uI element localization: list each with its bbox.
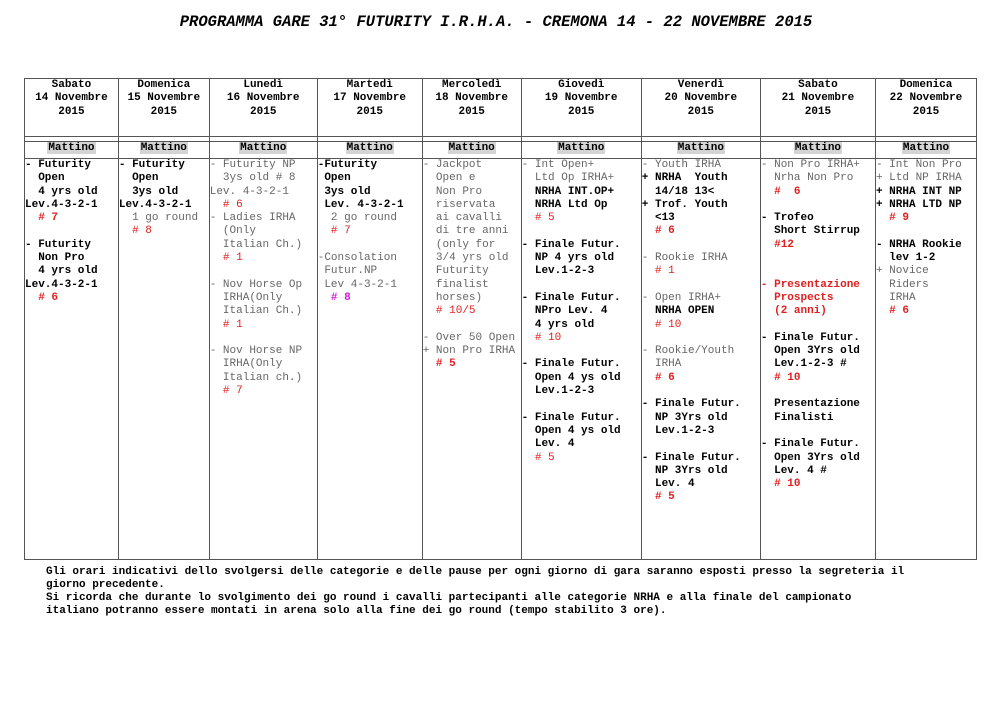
event-finale-open-4ys: - Finale Futur. Open 4 ys old Lev.1-2-3: [521, 358, 621, 398]
event-finale-open-4ys-lev4: - Finale Futur. Open 4 ys old Lev. 4: [521, 411, 621, 451]
day-header-weekday: Sabato: [798, 79, 838, 91]
event-number: # 10: [760, 371, 801, 384]
time-slot: [118, 142, 209, 159]
event-futurity-nonpro-4yrs: - Futurity Non Pro 4 yrs old Lev.4-3-2-1: [25, 238, 98, 291]
day-header: [209, 79, 317, 137]
time-slot-label: Mattino: [794, 142, 842, 154]
event-number: # 10: [760, 478, 801, 491]
day-header-date: 17 Novembre: [333, 92, 407, 105]
event-finale-np-3yrs: - Finale Futur. NP 3Yrs old Lev.1-2-3: [641, 398, 741, 437]
day-header: [875, 79, 976, 137]
event-rookie-irha: - Rookie IRHA: [641, 252, 728, 265]
day-events-tue17: [317, 159, 422, 560]
time-slot-label: Mattino: [240, 142, 287, 154]
event-number: # 1: [641, 265, 675, 278]
event-nrha-open: NRHA OPEN: [641, 305, 715, 318]
day-header: [521, 79, 641, 137]
event-number: # 5: [521, 212, 555, 225]
event-number: # 5: [521, 451, 555, 464]
day-header-date: 14 Novembre: [35, 92, 108, 105]
event-number: #12: [760, 238, 794, 251]
event-nrha-youth: + NRHA Youth 14/18 13< + Trof. Youth <13: [641, 172, 728, 225]
event-futurity-open-4yrs: - Futurity Open 4 yrs old Lev.4-3-2-1: [25, 159, 98, 211]
event-presentazione-finalisti: Presentazione Finalisti: [774, 398, 860, 424]
event-finale-open-3yrs-lev4: - Finale Futur. Open 3Yrs old Lev. 4 #: [760, 438, 860, 477]
day-header-date: 15 Novembre: [127, 92, 201, 105]
content-row: [25, 159, 977, 560]
event-finale-np-3yrs-lev4: - Finale Futur. NP 3Yrs old Lev. 4: [641, 451, 741, 491]
time-slot: [641, 142, 760, 159]
day-header-weekday: Venerdì: [677, 79, 724, 91]
day-events-sat14: [25, 159, 119, 560]
time-slot-label: Mattino: [448, 142, 495, 154]
event-number: # 5: [422, 358, 456, 371]
event-youth-irha: - Youth IRHA: [641, 159, 721, 171]
event-nrha-int-np: + NRHA INT NP + NRHA LTD NP: [875, 185, 962, 211]
event-number: # 6: [760, 185, 801, 198]
event-number: # 6: [641, 225, 675, 238]
event-number: # 1: [209, 252, 243, 265]
day-header-date: 20 Novembre: [664, 92, 738, 105]
day-events-sun15: [118, 159, 209, 560]
day-events-sun22: [875, 159, 976, 560]
event-ladies-irha: - Ladies IRHA (Only Italian Ch.): [209, 212, 303, 251]
event-finale-np-4yrs: - Finale Futur. NP 4 yrs old Lev.1-2-3: [521, 238, 621, 278]
event-number: # 6: [209, 198, 243, 211]
time-slot: [422, 142, 521, 159]
event-novice-riders: + Novice Riders IRHA: [875, 265, 929, 304]
day-header-weekday: Giovedì: [558, 79, 605, 91]
event-nov-horse-op: - Nov Horse Op IRHA(Only Italian Ch.): [209, 278, 303, 318]
time-slot-label: Mattino: [677, 142, 724, 154]
day-header-date: 22 Novembre: [889, 92, 963, 105]
time-slot-label: Mattino: [346, 142, 393, 154]
day-header-date: 19 Novembre: [544, 92, 618, 105]
event-futurity-open-3ys: - Futurity Open 3ys old Lev.4-3-2-1: [118, 159, 192, 211]
day-header: [118, 79, 209, 137]
event-presentazione-prospects: - Presentazione Prospects (2 anni): [760, 278, 860, 318]
time-slot: [209, 142, 317, 159]
day-header-year: 2015: [150, 105, 177, 118]
event-go-round: 1 go round: [118, 212, 199, 225]
page-title: PROGRAMMA GARE 31° FUTURITY I.R.H.A. - CREMONA 14 - 22 NOVEMBRE 2015: [179, 13, 813, 31]
day-events-wed18: [422, 159, 521, 560]
day-header-year: 2015: [804, 105, 832, 118]
day-header-year: 2015: [458, 105, 485, 118]
day-header-year: 2015: [58, 105, 85, 118]
event-number: # 9: [875, 212, 909, 225]
event-go-round: 2 go round: [317, 212, 397, 225]
day-header: [422, 79, 521, 137]
event-jackpot: - Jackpot Open e Non Pro riservata ai cavalli di tre anni (only for 3/4 yrs old Futurity finalist horses): [422, 159, 509, 304]
day-header-date: 21 Novembre: [781, 92, 855, 105]
day-header-row: [25, 79, 977, 137]
event-rookie-youth: - Rookie/Youth IRHA: [641, 345, 735, 371]
event-consolation-futur-np: -Consolation Futur.NP Lev 4-3-2-1: [317, 252, 397, 291]
day-header-weekday: Domenica: [137, 79, 191, 91]
schedule-table: [24, 78, 977, 560]
time-slot: [25, 142, 119, 159]
event-finale-npro-lev4: - Finale Futur. NPro Lev. 4 4 yrs old: [521, 291, 621, 331]
day-header-year: 2015: [568, 105, 595, 118]
day-events-sat21: [760, 159, 875, 560]
day-header-weekday: Domenica: [899, 79, 953, 91]
event-number: # 8: [317, 291, 351, 304]
time-slot: [317, 142, 422, 159]
event-finale-open-3yrs: - Finale Futur. Open 3Yrs old Lev.1-2-3 #: [760, 331, 860, 371]
day-header: [760, 79, 875, 137]
event-futurity-np-3ys: - Futurity NP 3ys old # 8 Lev. 4-3-2-1: [209, 159, 296, 198]
time-slot-label: Mattino: [558, 142, 605, 154]
event-number: # 10: [521, 331, 562, 344]
event-nrha-rookie: - NRHA Rookie lev 1-2: [875, 238, 962, 265]
day-events-mon16: [209, 159, 317, 560]
day-header-weekday: Sabato: [51, 79, 92, 91]
event-futurity-open-3ys: -Futurity Open 3ys old Lev. 4-3-2-1: [317, 159, 404, 211]
day-header-weekday: Mercoledì: [441, 79, 502, 91]
event-number: # 10: [641, 318, 682, 331]
day-events-fri20: [641, 159, 760, 560]
day-header-year: 2015: [687, 105, 715, 118]
event-number: # 7: [25, 212, 59, 225]
event-int-open: - Int Open+ Ltd Op IRHA+: [521, 159, 615, 185]
time-slot: [760, 142, 875, 159]
day-header-year: 2015: [250, 105, 277, 118]
time-slot-label: Mattino: [902, 142, 950, 154]
day-header-weekday: Lunedì: [243, 79, 284, 91]
event-nrha-int-op: NRHA INT.OP+ NRHA Ltd Op: [534, 185, 615, 211]
event-number: # 7: [317, 225, 351, 238]
day-header-date: 16 Novembre: [226, 92, 300, 105]
event-non-pro-irha: - Non Pro IRHA+ Nrha Non Pro: [760, 159, 860, 185]
event-nov-horse-np: - Nov Horse NP IRHA(Only Italian ch.): [209, 345, 303, 384]
time-slot: [521, 142, 641, 159]
event-number: # 7: [209, 385, 243, 398]
day-header-weekday: Martedì: [346, 79, 393, 91]
day-header-year: 2015: [912, 105, 940, 118]
event-int-non-pro: - Int Non Pro + Ltd NP IRHA: [875, 159, 962, 185]
event-number: # 6: [875, 305, 909, 318]
event-over-50: - Over 50 Open + Non Pro IRHA: [422, 331, 516, 358]
day-header: [641, 79, 760, 137]
slot-row: [25, 142, 977, 159]
event-number: # 1: [209, 318, 243, 331]
day-header: [25, 79, 119, 137]
time-slot-label: Mattino: [140, 142, 187, 154]
event-number: # 8: [118, 225, 152, 238]
day-events-thu19: [521, 159, 641, 560]
day-header: [317, 79, 422, 137]
footer-notes: Gli orari indicativi dello svolgersi delle categorie e delle pause per ogni giorno di gara saranno esposti presso la segreteria il giorno precedente. Si ricorda che durante lo svolgimento dei go round i cavalli partecipanti alle categorie NRHA e alla finale del campionato italiano potranno essere montati in arena solo alla fine dei go round (tempo stabilito 3 ore).: [46, 566, 905, 617]
day-header-date: 18 Novembre: [435, 92, 508, 105]
event-number: # 5: [641, 491, 675, 504]
event-number: # 6: [25, 291, 59, 304]
time-slot: [875, 142, 976, 159]
day-header-year: 2015: [356, 105, 383, 118]
event-trofeo-short-stirrup: - Trofeo Short Stirrup: [760, 212, 860, 238]
time-slot-label: Mattino: [48, 142, 95, 154]
event-number: # 10/5: [422, 305, 476, 318]
event-open-irha: - Open IRHA+: [641, 291, 721, 304]
event-number: # 6: [641, 371, 675, 384]
